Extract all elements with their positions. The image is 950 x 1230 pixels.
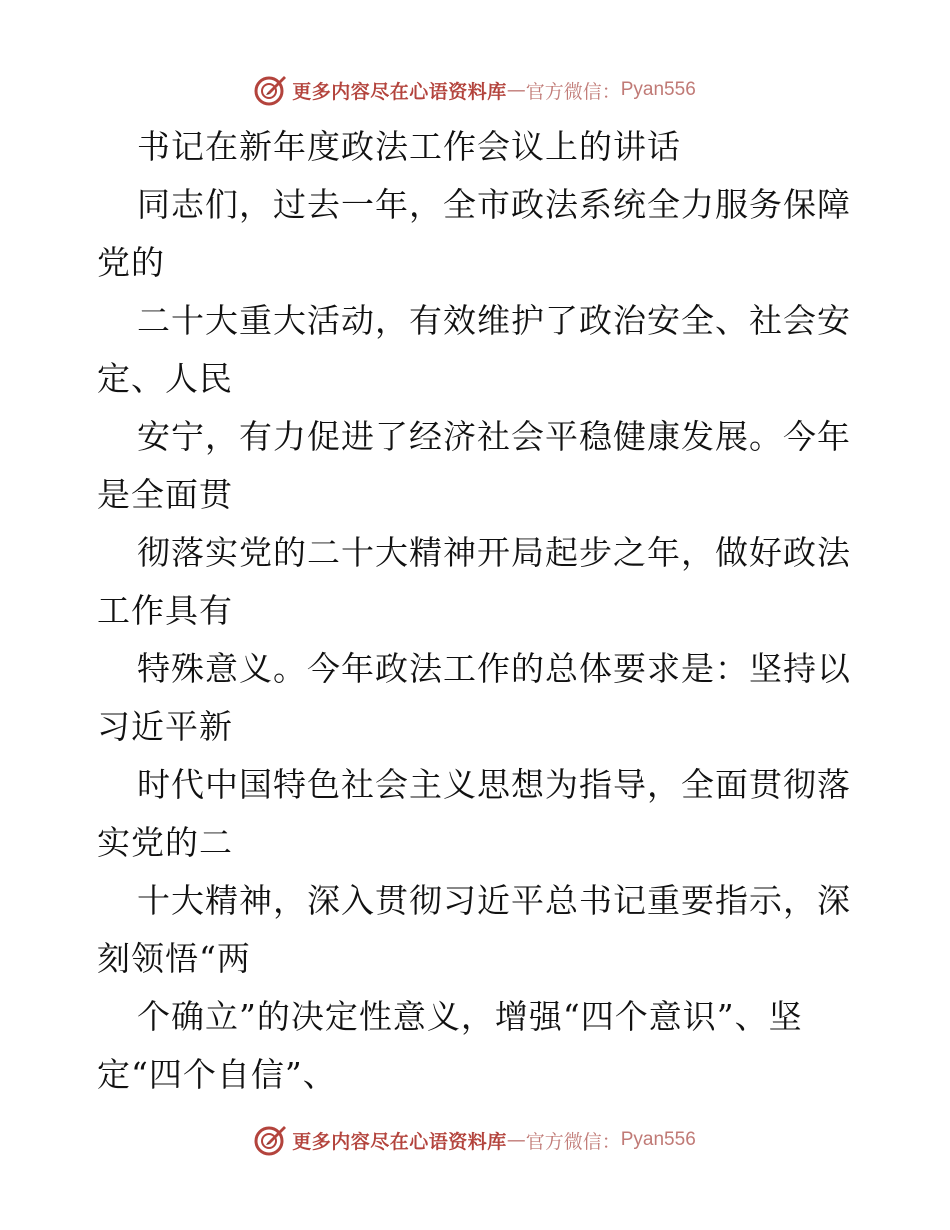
document-body [97,118,857,1104]
watermark-separator: — [506,1129,526,1151]
watermark-separator: — [506,79,526,101]
paragraph-line: 定、人民 [97,359,233,398]
watermark-text: 更多内容尽在心语资料库 [292,1130,507,1153]
watermark-text: 更多内容尽在心语资料库 [292,80,507,103]
paragraph-line: 十大精神，深入贯彻习近平总书记重要指示，深 [137,881,851,920]
paragraph-line: 时代中国特色社会主义思想为指导，全面贯彻落 [137,765,851,804]
header-watermark [0,70,950,110]
paragraph-line: 二十大重大活动，有效维护了政治安全、社会安 [137,301,851,340]
paragraph-line: 同志们，过去一年，全市政法系统全力服务保障 [137,185,851,224]
paragraph-line: 刻领悟“两 [97,939,251,978]
footer-watermark [0,1120,950,1160]
paragraph-line: 习近平新 [97,707,233,746]
paragraph-line: 彻落实党的二十大精神开局起步之年，做好政法 [137,533,851,572]
watermark-wechat-label: 官方微信： [525,1130,621,1153]
paragraph-line: 定“四个自信”、 [97,1055,337,1094]
watermark-wechat-id: Pyan556 [620,79,696,100]
paragraph-line: 工作具有 [97,591,233,630]
watermark-wechat-id: Pyan556 [620,1129,696,1150]
document-title: 书记在新年度政法工作会议上的讲话 [137,127,681,166]
paragraph-line: 实党的二 [97,823,233,862]
pen-logo-icon [254,73,288,107]
paragraph-line: 特殊意义。今年政法工作的总体要求是：坚持以 [137,649,851,688]
paragraph-line: 党的 [97,243,165,282]
paragraph-line: 是全面贯 [97,475,233,514]
paragraph-line: 个确立”的决定性意义，增强“四个意识”、坚 [137,997,803,1036]
pen-logo-icon [254,1123,288,1157]
paragraph-line: 安宁，有力促进了经济社会平稳健康发展。今年 [137,417,851,456]
watermark-wechat-label: 官方微信： [525,80,621,103]
